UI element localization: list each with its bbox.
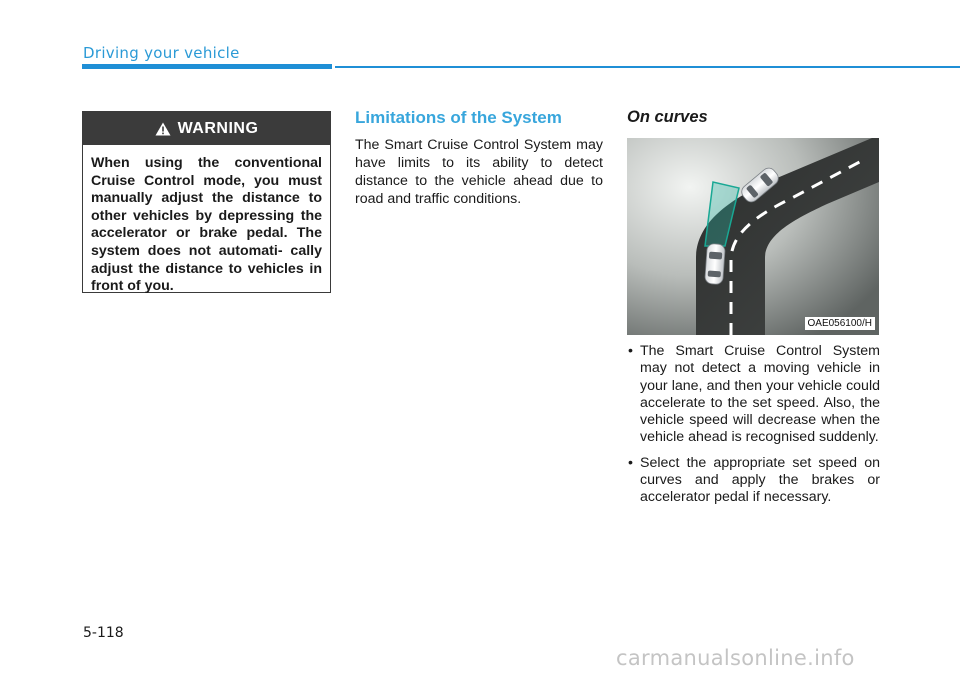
- warning-triangle-icon: [155, 122, 171, 136]
- bullet-text: The Smart Cruise Control System may not detect a moving vehicle in your lane, and then your vehicle could accelerate to the set speed. Also, the vehicle speed will decrease when the vehicle ahead is recognised suddenly.: [640, 343, 880, 446]
- bullet-dot-icon: •: [628, 343, 633, 359]
- curves-heading: On curves: [627, 108, 708, 126]
- curve-illustration: [627, 138, 879, 335]
- limitations-section: [355, 108, 603, 208]
- warning-title: WARNING: [177, 119, 259, 137]
- curves-section: [627, 108, 880, 127]
- warning-header: [83, 112, 330, 145]
- list-item: [627, 343, 880, 447]
- curve-road-image: [627, 138, 879, 335]
- header-rule-thick: [82, 64, 332, 69]
- warning-text: When using the conventional Cruise Control mode, you must manually adjust the distance to other vehicles by depressing the accelerator or brake pedal. The system does not automati- cally adjust the distance to vehicles in front of you.: [91, 155, 322, 295]
- watermark: carmanualsonline.info: [616, 646, 855, 670]
- warning-box: [82, 111, 331, 293]
- bullet-dot-icon: •: [628, 454, 633, 471]
- figure-code: OAE056100/H: [805, 317, 876, 330]
- limitations-heading: Limitations of the System: [355, 108, 562, 127]
- section-title: Driving your vehicle: [83, 44, 240, 62]
- list-item: [627, 455, 880, 507]
- curves-bullet-list: [627, 343, 880, 515]
- limitations-body: The Smart Cruise Control System may have limits to its ability to detect distance to the vehicle ahead due to road and traffic conditions.: [355, 137, 603, 207]
- header-rule-thin: [335, 66, 960, 68]
- page-number: 5-118: [83, 625, 124, 641]
- bullet-text: Select the appropriate set speed on curves and apply the brakes or accelerator pedal if necessary.: [640, 454, 880, 506]
